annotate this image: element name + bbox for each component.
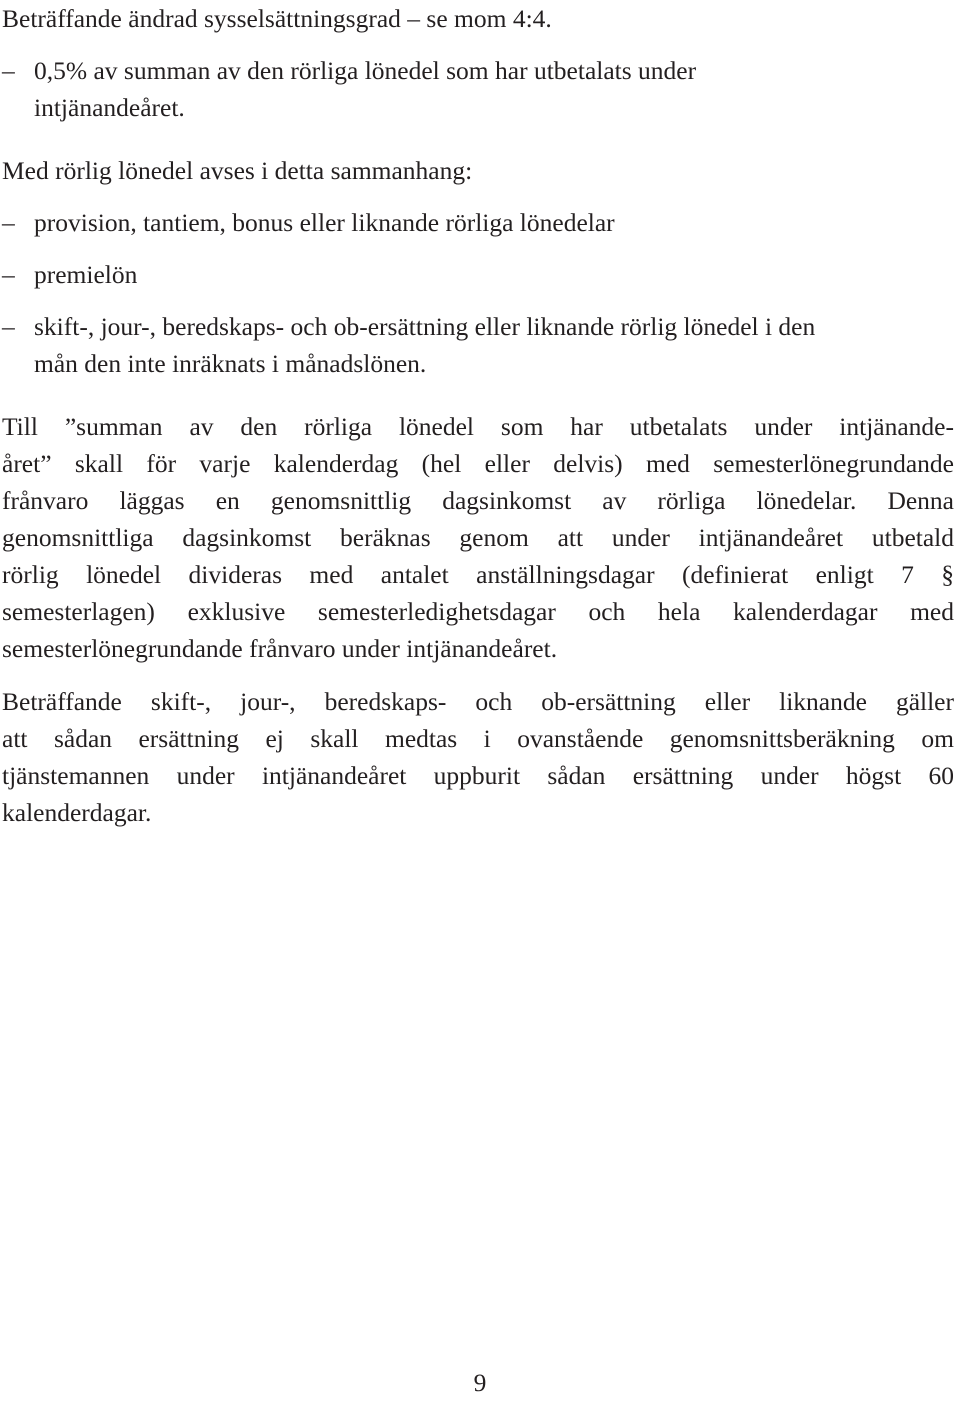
paragraph-line: kalenderdagar. [2, 798, 152, 827]
intro-text: Med rörlig lönedel avses i detta sammanhang: [2, 156, 473, 185]
paragraph-line: semesterlagen) exklusive semesterledighetsdagar och hela kalenderdagar med [2, 597, 954, 626]
dash-bullet: – [2, 260, 15, 289]
list-item-line: 0,5% av summan av den rörliga lönedel som har utbetalats under [34, 56, 697, 85]
page-number: 9 [473, 1368, 487, 1397]
paragraph-skift-jour [2, 683, 958, 831]
section-sysselsattningsgrad [2, 0, 958, 126]
paragraph-line: rörlig lönedel divideras med antalet anställningsdagar (definierat enligt 7 § [2, 560, 954, 589]
dash-bullet: – [2, 312, 15, 341]
paragraph-line: semesterlönegrundande frånvaro under intjänandeåret. [2, 634, 558, 663]
list-item [2, 52, 958, 126]
dash-bullet: – [2, 208, 15, 237]
heading-sysselsattningsgrad: Beträffande ändrad sysselsättningsgrad – se mom 4:4. [2, 4, 552, 33]
paragraph-line: Beträffande skift-, jour-, beredskaps- och ob-ersättning eller liknande gäller [2, 687, 954, 716]
document-page [2, 0, 958, 831]
list-item-line: intjänandeåret. [34, 93, 185, 122]
list-item-line: provision, tantiem, bonus eller liknande rörliga lönedelar [34, 208, 615, 237]
list-item-line: skift-, jour-, beredskaps- och ob-ersättning eller liknande rörlig lönedel i den [34, 312, 816, 341]
list-item [2, 204, 958, 241]
paragraph-line: genomsnittliga dagsinkomst beräknas genom att under intjänandeåret utbetald [2, 523, 954, 552]
paragraph-line: frånvaro läggas en genomsnittlig dagsinkomst av rörliga lönedelar. Denna [2, 486, 954, 515]
paragraph-line: tjänstemannen under intjänandeåret uppburit sådan ersättning under högst 60 [2, 761, 954, 790]
dash-bullet: – [2, 56, 15, 85]
list-item [2, 308, 958, 382]
section-rorlig-lonedel [2, 152, 958, 382]
paragraph-summan [2, 408, 958, 667]
list-item [2, 256, 958, 293]
paragraph-line: att sådan ersättning ej skall medtas i ovanstående genomsnittsberäkning om [2, 724, 954, 753]
list-item-line: mån den inte inräknats i månadslönen. [34, 349, 427, 378]
list-item-line: premielön [34, 260, 138, 289]
paragraph-line: Till ”summan av den rörliga lönedel som har utbetalats under intjänande- [2, 412, 954, 441]
paragraph-line: året” skall för varje kalenderdag (hel eller delvis) med semesterlönegrundande [2, 449, 954, 478]
